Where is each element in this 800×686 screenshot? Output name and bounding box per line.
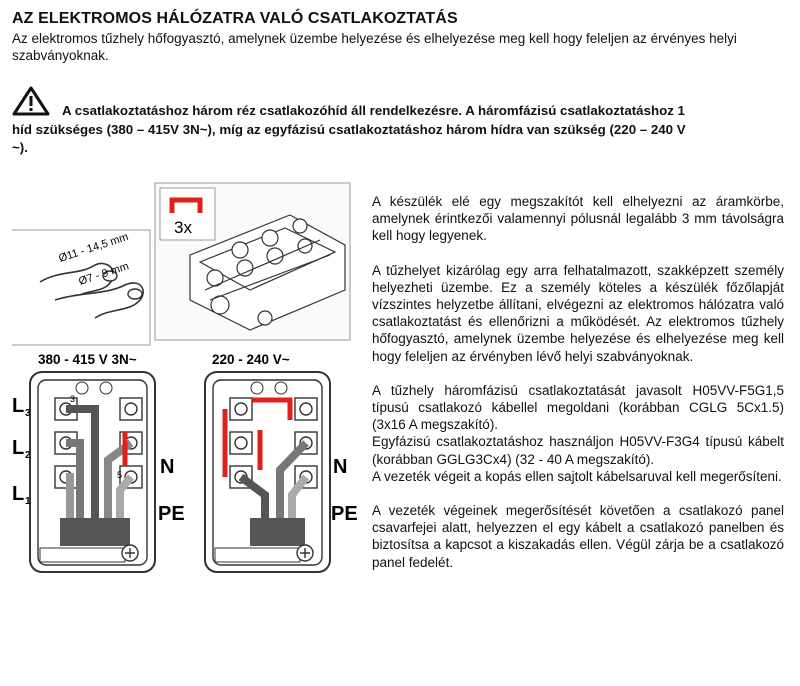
l3-label: L [12, 395, 25, 417]
neutral-label-right: N [333, 456, 348, 478]
page-title: AZ ELEKTROMOS HÁLÓZATRA VALÓ CSATLAKOZTATÁS [12, 10, 458, 27]
l2-label: L [12, 437, 25, 459]
terminal-5-label: 5 [117, 470, 123, 480]
instructions-column [372, 193, 784, 588]
pe-label-right: PE [331, 503, 358, 525]
warning-line-2: híd szükséges (380 – 415V 3N~), míg az egyfázisú csatlakoztatáshoz három hídra van szükség (220 – 240 V [12, 121, 686, 137]
terminal-1-label: 3 [70, 394, 76, 404]
l1-label: L [12, 483, 25, 505]
connection-figure [0, 0, 360, 686]
right-panel-title: 220 - 240 V~ [212, 352, 290, 367]
paragraph-circuit-breaker: A készülék elé egy megszakítót kell elhelyezni az áramkörbe, amelynek érintkezői valamennyi pólusnál legalább 3 mm távolságra kell hogy legyenek. [372, 194, 784, 244]
l1-subscript: 1 [25, 496, 31, 507]
bridge-count-label: 3x [174, 218, 192, 237]
left-panel-title: 380 - 415 V 3N~ [38, 352, 137, 367]
single-phase-panel [205, 372, 330, 572]
warning-line-1: A csatlakoztatáshoz három réz csatlakozóhíd áll rendelkezésre. A háromfázisú csatlakoztatáshoz 1 [62, 103, 685, 118]
l3-subscript: 3 [25, 408, 31, 419]
paragraph-installer: A tűzhelyet kizárólag egy arra felhatalmazott, szakképzett személy helyezheti üzembe. Ez a személy köteles a készülék főzőlapját vízszintes helyzetbe állítani, elvégezni az elektromos hálózatra való csatlakoztatást és ellenőrizni a működését. Az elektromos tűzhely hőfogyasztó, amelynek üzembe helyezése és elhelyezése meg kell hogy feleljen az érvényben lévő helyi szabványoknak. [372, 262, 784, 364]
intro-text: Az elektromos tűzhely hőfogyasztó, amelynek üzembe helyezése és elhelyezése meg kell hogy feleljen az érvényes helyi szabványoknak. [12, 31, 737, 63]
warning-line-3: ~). [12, 140, 28, 155]
paragraph-cable-lugs: A vezeték végeit a kopás ellen sajtolt kábelsaruval kell megerősíteni. [372, 468, 782, 484]
cable-lug-drawing [12, 230, 150, 345]
neutral-label-left: N [160, 456, 175, 478]
paragraph-three-phase-cable: A tűzhely háromfázisú csatlakoztatását javasolt H05VV-F5G1,5 típusú csatlakozó kábellel megoldani (korábban CGLG 5Cx1.5) (3x16 A megszakító). [372, 382, 784, 433]
l2-subscript: 2 [25, 450, 31, 461]
paragraph-final-steps: A vezeték végeinek megerősítését követően a csatlakozó panel csavarfejei alatt, helyezzen el egy kábelt a csatlakozó panelben és biztosítsa a kapcsot a kiszakadás ellen. Végül zárja be a csatlakozó panel fedelét. [372, 503, 784, 570]
pe-label-left: PE [158, 503, 185, 525]
dim-inner-label: Ø7 - 9 mm [77, 260, 131, 288]
three-phase-panel [30, 372, 155, 572]
paragraph-single-phase-cable: Egyfázisú csatlakoztatáshoz használjon H05VV-F3G4 típusú kábelt (korábban GGLG3Cx4) (32 - 40 A megszakító). [372, 434, 784, 467]
dim-outer-label: Ø11 - 14,5 mm [57, 231, 130, 265]
